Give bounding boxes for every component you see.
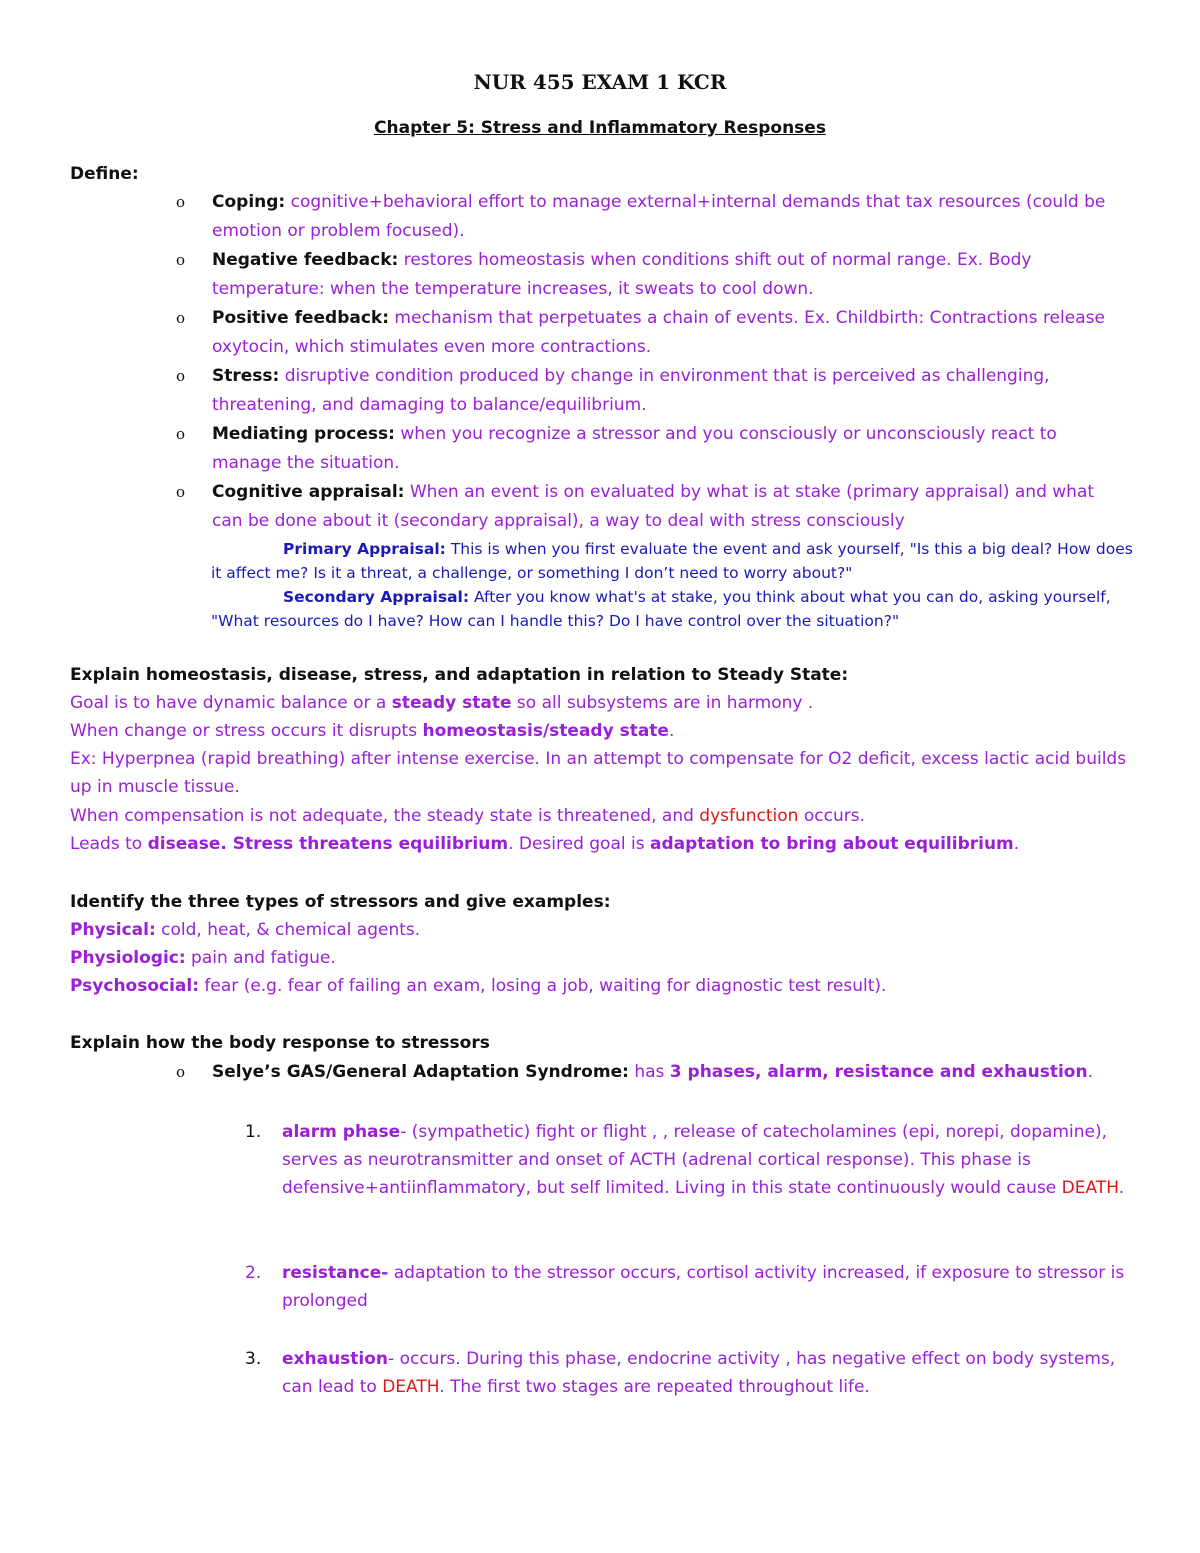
document-title: NUR 455 EXAM 1 KCR [473, 70, 727, 94]
definition-text: mechanism that perpetuates a chain of events. Ex. Childbirth: Contractions release oxytocin, which stimulates even more contractions. [212, 308, 1105, 357]
bullet-marker: o [176, 1063, 186, 1081]
death-word: DEATH [382, 1377, 440, 1397]
definition-item-mediating-process [176, 420, 1121, 478]
stressor-physiologic [70, 944, 1130, 972]
text-run: - (sympathetic) fight or flight , , release of catecholamines (epi, norepi, dopamine), serves as neurotransmitter and onset of ACTH (adrenal cortical response). This phase is defensive+antiinflammatory, but self limited. Living in this state continuously would cause [282, 1122, 1107, 1198]
primary-appraisal-label: Primary Appraisal: [283, 540, 446, 558]
primary-appraisal-text: This is when you first evaluate the event and ask yourself, "Is this a big deal? How does it affect me? Is it a threat, a challenge, or something I don’t need to worry about?" [211, 540, 1133, 582]
definition-item-coping [176, 188, 1121, 246]
definition-term: Positive feedback: [212, 308, 390, 328]
homeostasis-line-1 [70, 689, 1130, 717]
homeostasis-line-4 [70, 802, 1130, 830]
definition-term: Negative feedback: [212, 250, 399, 270]
list-number: 2. [245, 1263, 262, 1283]
stressor-term: Physiologic: [70, 948, 186, 968]
death-word: DEATH [1061, 1178, 1119, 1198]
text-run: so all subsystems are in harmony . [511, 693, 814, 713]
response-heading: Explain how the body response to stressors [70, 1033, 490, 1053]
bullet-marker: o [176, 309, 186, 327]
definition-term: Mediating process: [212, 424, 395, 444]
phase-name: resistance- [282, 1263, 389, 1283]
dysfunction-word: dysfunction [699, 806, 799, 826]
homeostasis-emphasis: homeostasis/steady state [422, 721, 669, 741]
text-run: adaptation to the stressor occurs, cortisol activity increased, if exposure to stressor is prolonged [282, 1263, 1125, 1311]
secondary-appraisal-label: Secondary Appraisal: [283, 588, 470, 606]
text-run: . [1087, 1062, 1093, 1082]
homeostasis-line-2 [70, 717, 1130, 745]
definition-item-cognitive-appraisal [176, 478, 1121, 536]
text-run: When compensation is not adequate, the steady state is threatened, and [70, 806, 700, 826]
text-run: . [1118, 1178, 1125, 1198]
stressor-text: fear (e.g. fear of failing an exam, losing a job, waiting for diagnostic test result). [199, 976, 887, 996]
definition-item-stress [176, 362, 1121, 420]
text-run: has [628, 1062, 670, 1082]
phase-item-alarm [245, 1118, 1125, 1202]
phase-text [245, 1259, 1125, 1315]
phase-text [245, 1345, 1125, 1401]
stressor-text: cold, heat, & chemical agents. [155, 920, 421, 940]
secondary-appraisal-note [211, 585, 1136, 633]
text-run: Goal is to have dynamic balance or a [70, 693, 392, 713]
disease-emphasis: disease. Stress threatens equilibrium [147, 834, 509, 854]
definition-list [176, 188, 1121, 536]
text-run: . [668, 721, 675, 741]
stressor-term: Physical: [70, 920, 156, 940]
phase-text [245, 1118, 1125, 1202]
stressor-text: pain and fatigue. [185, 948, 336, 968]
homeostasis-heading: Explain homeostasis, disease, stress, and adaptation in relation to Steady State: [70, 665, 849, 685]
stressors-heading: Identify the three types of stressors and give examples: [70, 892, 611, 912]
list-number: 1. [245, 1122, 262, 1142]
definition-text: cognitive+behavioral effort to manage external+internal demands that tax resources (could be emotion or problem focused). [212, 192, 1106, 241]
primary-appraisal-note [211, 537, 1136, 585]
phase-name: exhaustion [282, 1349, 389, 1369]
adaptation-emphasis: adaptation to bring about equilibrium [650, 834, 1014, 854]
definition-text: When an event is on evaluated by what is at stake (primary appraisal) and what can be done about it (secondary appraisal), a way to deal with stress consciously [212, 482, 1095, 531]
bullet-marker: o [176, 425, 186, 443]
definition-term: Coping: [212, 192, 286, 212]
definition-text: when you recognize a stressor and you consciously or unconsciously react to manage the situation. [212, 424, 1057, 473]
phase-item-resistance [245, 1259, 1125, 1315]
text-run: . [1013, 834, 1020, 854]
gas-item [176, 1058, 1157, 1087]
definition-item-positive-feedback [176, 304, 1121, 362]
stressor-physical [70, 916, 1130, 944]
text-run: - occurs. During this phase, endocrine activity , has negative effect on body systems, can lead to [282, 1349, 1116, 1397]
secondary-appraisal-text: After you know what's at stake, you think about what you can do, asking yourself, "What resources do I have? How can I handle this? Do I have control over the situation?" [211, 588, 1111, 630]
define-heading: Define: [70, 164, 139, 184]
list-number: 3. [245, 1349, 262, 1369]
definition-term: Cognitive appraisal: [212, 482, 405, 502]
bullet-marker: o [176, 193, 186, 211]
definition-item-negative-feedback [176, 246, 1121, 304]
bullet-marker: o [176, 483, 186, 501]
chapter-heading: Chapter 5: Stress and Inflammatory Responses [374, 118, 826, 138]
homeostasis-example: Ex: Hyperpnea (rapid breathing) after intense exercise. In an attempt to compensate for O2 deficit, excess lactic acid builds up in muscle tissue. [70, 749, 1127, 797]
steady-state-emphasis: steady state [391, 693, 512, 713]
gas-phases-emphasis: 3 phases, alarm, resistance and exhaustion [669, 1062, 1088, 1082]
bullet-marker: o [176, 251, 186, 269]
text-run: . Desired goal is [508, 834, 650, 854]
gas-term: Selye’s GAS/General Adaptation Syndrome: [212, 1062, 629, 1082]
phase-item-exhaustion [245, 1345, 1125, 1401]
stressor-term: Psychosocial: [70, 976, 200, 996]
stressor-psychosocial [70, 972, 1130, 1000]
bullet-marker: o [176, 367, 186, 385]
text-run: Leads to [70, 834, 148, 854]
text-run: occurs. [798, 806, 865, 826]
definition-text: disruptive condition produced by change in environment that is perceived as challenging, threatening, and damaging to balance/equilibrium. [212, 366, 1050, 415]
definition-text: restores homeostasis when conditions shift out of normal range. Ex. Body temperature: when the temperature increases, it sweats to cool down. [212, 250, 1032, 299]
text-run: . The first two stages are repeated throughout life. [439, 1377, 870, 1397]
definition-term: Stress: [212, 366, 280, 386]
homeostasis-line-5 [70, 830, 1130, 858]
text-run: When change or stress occurs it disrupts [70, 721, 423, 741]
phase-name: alarm phase [282, 1122, 401, 1142]
